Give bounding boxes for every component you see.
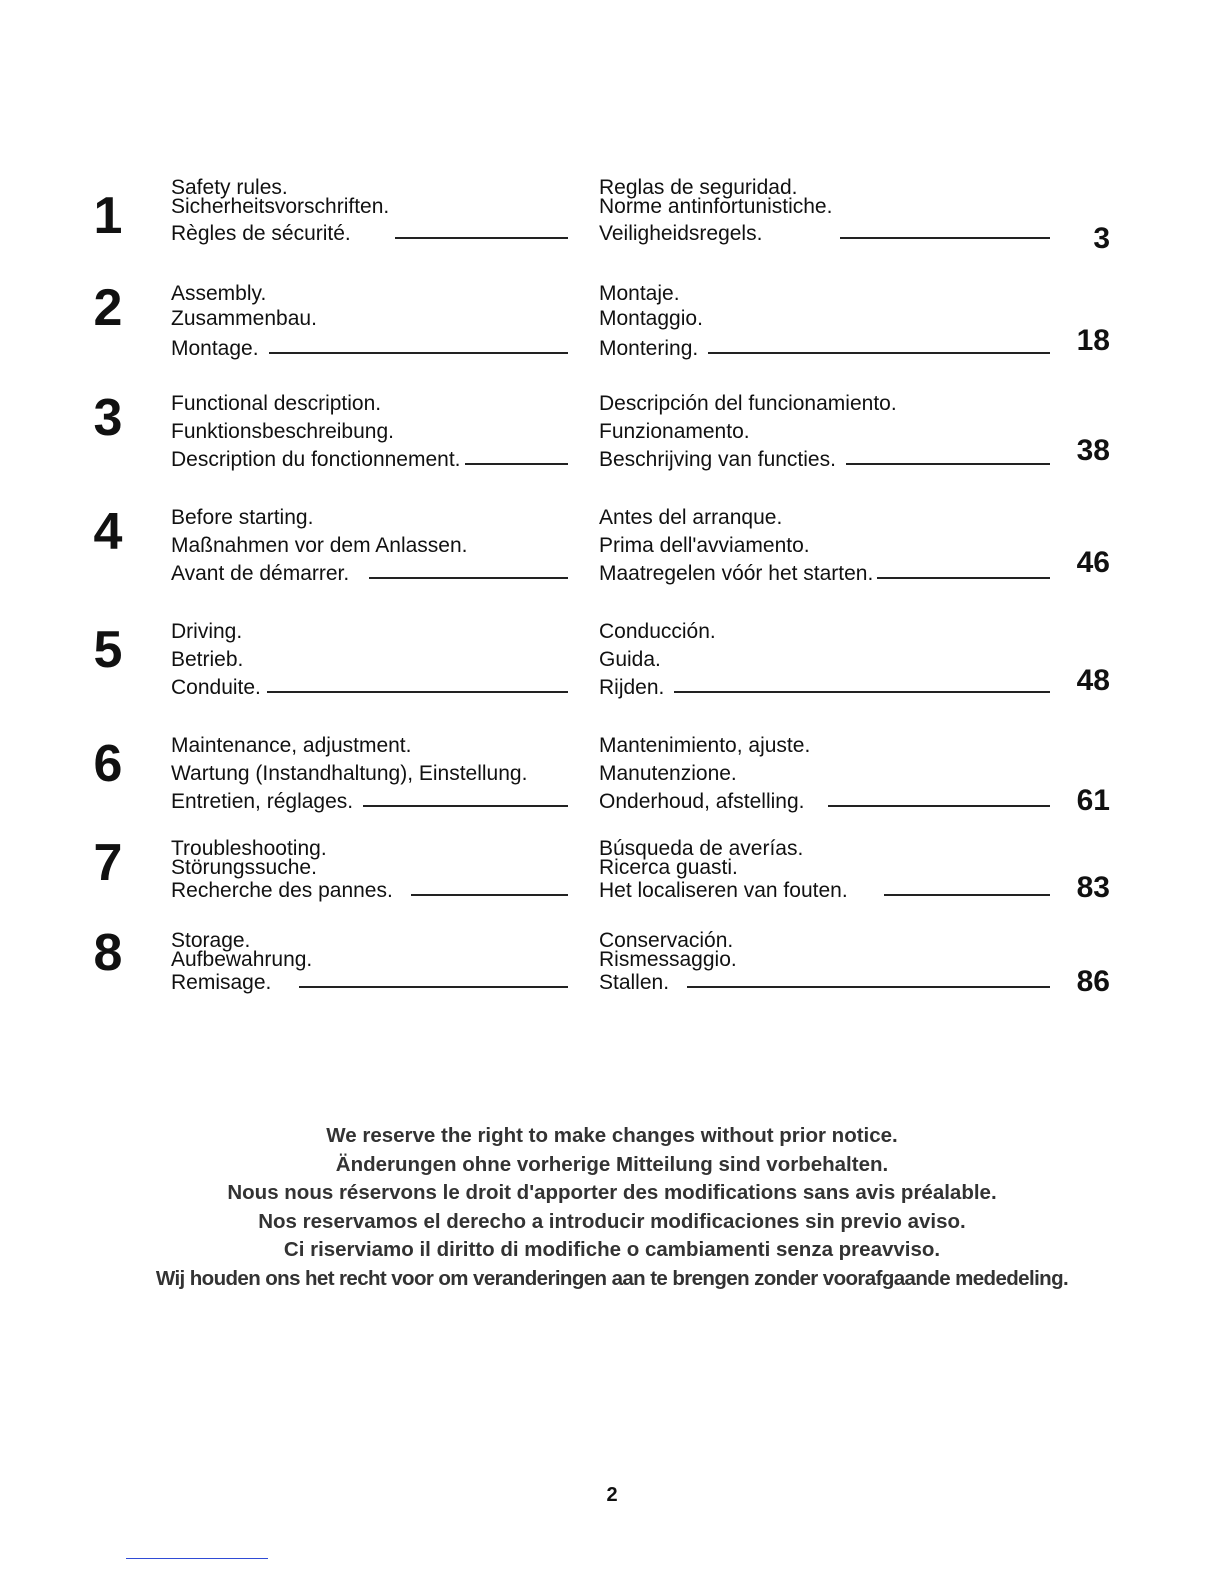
toc-right-column (599, 618, 1059, 702)
section-number: 1 (93, 187, 123, 245)
title-it: Montaggio. (599, 307, 703, 330)
title-de: Sicherheitsvorschriften. (171, 195, 390, 218)
title-es: Búsqueda de averías. (599, 837, 804, 860)
leader-line (687, 986, 1050, 988)
page-number: 2 (606, 1484, 618, 1506)
title-fr: Recherche des pannes. (171, 879, 393, 902)
leader-line (846, 463, 1050, 465)
toc-right-column (599, 835, 1059, 902)
title-en: Maintenance, adjustment. (171, 734, 412, 757)
leader-line (884, 894, 1050, 896)
title-nl: Beschrijving van functies. (599, 448, 836, 471)
title-en: Functional description. (171, 392, 382, 415)
disclaimer-notice (0, 1122, 1224, 1294)
notice-en: We reserve the right to make changes without prior notice. (326, 1124, 898, 1147)
title-fr: Règles de sécurité. (171, 222, 351, 245)
page-reference: 38 (1076, 434, 1110, 467)
title-en: Before starting. (171, 506, 314, 529)
title-fr: Description du fonctionnement. (171, 448, 461, 471)
title-fr: Remisage. (171, 971, 272, 994)
title-it: Ricerca guasti. (599, 856, 738, 879)
notice-es: Nos reservamos el derecho a introducir modificaciones sin previo aviso. (258, 1209, 966, 1233)
toc-left-column (171, 927, 571, 994)
notice-nl: Wij houden ons het recht voor om veranderingen aan te brengen zonder voorafgaande mededeling. (155, 1266, 1069, 1290)
leader-line (674, 691, 1050, 693)
leader-line (369, 577, 568, 579)
title-en: Safety rules. (171, 176, 288, 199)
toc-left-column (171, 390, 571, 474)
title-nl: Rijden. (599, 676, 665, 699)
leader-line (267, 691, 568, 693)
title-de: Wartung (Instandhaltung), Einstellung. (171, 762, 528, 785)
title-nl: Montering. (599, 337, 699, 360)
toc-right-column (599, 927, 1059, 994)
title-es: Montaje. (599, 282, 680, 305)
title-de: Störungssuche. (171, 856, 317, 879)
leader-line (465, 463, 569, 465)
section-number: 5 (93, 621, 123, 679)
toc-right-column (599, 504, 1059, 588)
section-number: 7 (93, 834, 123, 892)
section-number: 2 (93, 279, 123, 337)
title-it: Guida. (599, 648, 661, 671)
footer-rule (126, 1558, 268, 1559)
toc-left-column (171, 504, 571, 588)
title-de: Betrieb. (171, 648, 244, 671)
page-reference: 83 (1076, 871, 1110, 904)
title-es: Reglas de seguridad. (599, 176, 798, 199)
leader-line (395, 237, 568, 239)
leader-line (840, 237, 1050, 239)
toc-left-column (171, 835, 571, 902)
notice-de: Änderungen ohne vorherige Mitteilung sind vorbehalten. (335, 1152, 889, 1176)
title-de: Aufbewahrung. (171, 948, 313, 971)
notice-it: Ci riserviamo il diritto di modifiche o cambiamenti senza preavviso. (283, 1238, 941, 1262)
page-reference: 18 (1076, 324, 1110, 357)
title-en: Storage. (171, 929, 251, 952)
toc-right-column (599, 732, 1059, 816)
page-reference: 61 (1076, 784, 1110, 817)
toc-left-column (171, 618, 571, 702)
title-it: Manutenzione. (599, 762, 737, 785)
toc-right-column (599, 390, 1059, 474)
title-es: Mantenimiento, ajuste. (599, 734, 811, 757)
page-reference: 46 (1076, 546, 1110, 579)
title-nl: Onderhoud, afstelling. (599, 790, 805, 813)
title-it: Rismessaggio. (599, 948, 737, 971)
page-reference: 3 (1093, 222, 1110, 255)
leader-line (877, 577, 1050, 579)
title-nl: Maatregelen vóór het starten. (599, 562, 874, 585)
title-de: Funktionsbeschreibung. (171, 420, 394, 443)
title-en: Assembly. (171, 282, 267, 305)
page-reference: 48 (1076, 664, 1110, 697)
title-es: Conducción. (599, 620, 716, 643)
toc-right-column (599, 174, 1059, 248)
title-fr: Entretien, réglages. (171, 790, 354, 813)
leader-line (363, 805, 568, 807)
title-en: Driving. (171, 620, 243, 643)
leader-line (269, 352, 568, 354)
section-number: 3 (93, 389, 123, 447)
section-number: 6 (93, 735, 123, 793)
title-en: Troubleshooting. (171, 837, 327, 860)
toc-left-column (171, 280, 571, 363)
title-it: Norme antinfortunistiche. (599, 195, 833, 218)
title-nl: Veiligheidsregels. (599, 222, 763, 245)
leader-line (299, 986, 568, 988)
title-de: Maßnahmen vor dem Anlassen. (171, 534, 468, 557)
title-nl: Stallen. (599, 971, 670, 994)
title-es: Descripción del funcionamiento. (599, 392, 897, 415)
notice-fr: Nous nous réservons le droit d'apporter des modifications sans avis préalable. (227, 1181, 997, 1205)
page-reference: 86 (1076, 965, 1110, 998)
toc-left-column (171, 174, 571, 248)
section-number: 4 (93, 503, 123, 561)
title-fr: Montage. (171, 337, 259, 360)
leader-line (411, 894, 568, 896)
section-number: 8 (93, 924, 123, 982)
leader-line (708, 352, 1050, 354)
title-it: Funzionamento. (599, 420, 750, 443)
toc-left-column (171, 732, 571, 816)
title-fr: Avant de démarrer. (171, 562, 350, 585)
title-de: Zusammenbau. (171, 307, 317, 330)
leader-line (828, 805, 1050, 807)
title-fr: Conduite. (171, 676, 261, 699)
title-nl: Het localiseren van fouten. (599, 879, 848, 902)
title-es: Conservación. (599, 929, 734, 952)
title-es: Antes del arranque. (599, 506, 783, 529)
toc-right-column (599, 280, 1059, 363)
title-it: Prima dell'avviamento. (599, 534, 810, 557)
